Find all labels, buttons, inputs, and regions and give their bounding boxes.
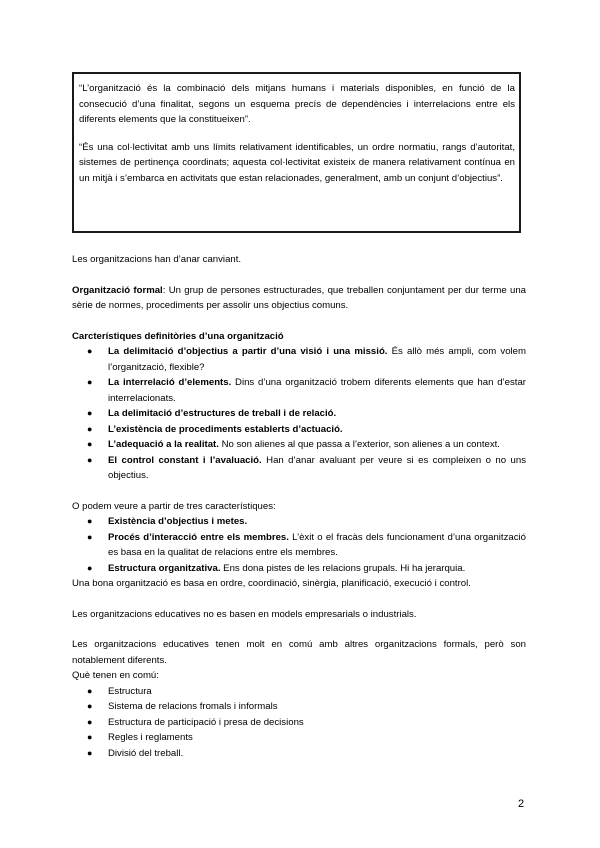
bullet-icon: ●: [87, 531, 93, 542]
list-item: ● Procés d’interacció entre els membres. L’èxit o el fracàs dels funcionament d’una organització es basa en la qualitat de relacions entre els membres.: [87, 531, 526, 558]
quote-paragraph-2: “És una col·lectivitat amb uns límits relativament identificables, un ordre normatiu, rangs d’autoritat, sistemes de pertinença coordinats; aquesta col·lectivitat existeix de manera relativament contínua en un mitjà i s’embarca en activitats que estan relacionades, generalment, amb un conjunt d’objectius”.: [79, 141, 515, 184]
common-paragraph: Les organitzacions educatives tenen molt en comú amb altres organitzacions formals, però son notablement diferents.: [72, 639, 526, 666]
good-organization-sentence: Una bona organització es basa en ordre, coordinació, sinèrgia, planificació, execució i control.: [72, 578, 471, 589]
list-item: ● Existència d’objectius i metes.: [72, 514, 526, 530]
common-list: [72, 684, 526, 762]
list-item: ● La delimitació d’estructures de treball i de relació.: [72, 406, 526, 422]
list-item: ● La delimitació d’objectius a partir d’una visió i una missió. És allò més ampli, com volem l’organització, flexible?: [87, 346, 526, 373]
three-features-intro: O podem veure a partir de tres característiques:: [72, 500, 276, 512]
list-item: ● L’adequació a la realitat. No son alienes al que passa a l’exterior, son alienes a un context.: [72, 437, 526, 453]
educational-paragraph: Les organitzacions educatives no es basen en models empresarials o industrials.: [72, 608, 417, 620]
bullet-icon: ●: [87, 439, 93, 449]
bullet-icon: ●: [87, 454, 93, 465]
list-item: ● Divisió del treball.: [72, 746, 526, 762]
formal-definition: [72, 283, 526, 314]
bullet-icon: ●: [87, 732, 93, 742]
page-number: 2: [518, 798, 525, 810]
bullet-icon: ●: [87, 516, 93, 526]
list-item: ● Estructura de participació i presa de decisions: [72, 715, 526, 731]
bullet-icon: ●: [87, 408, 93, 418]
bullet-icon: ●: [87, 701, 93, 711]
common-question: Què tenen en comú:: [72, 670, 159, 681]
list-item: ● L’existència de procediments establerts d’actuació.: [72, 422, 526, 438]
bullet-icon: ●: [87, 747, 93, 758]
bullet-icon: ●: [87, 685, 93, 696]
features-list: [72, 344, 526, 484]
body-text: [72, 252, 526, 761]
quote-paragraph-1: “L’organització és la combinació dels mitjans humans i materials disponibles, en funció de la consecució d’una finalitat, segons un esquema precís de dependències i interrelacions entre els diferents elements que la constitueixen”.: [79, 83, 515, 125]
list-item: ● Estructura: [72, 684, 526, 700]
bullet-icon: ●: [87, 562, 93, 573]
list-item: ● Sistema de relacions fromals i informals: [72, 699, 526, 715]
features-heading: Carcterístiques definitòries d’una organització: [72, 330, 284, 342]
list-item: ● Regles i reglaments: [72, 730, 526, 746]
three-features-list: [72, 514, 526, 576]
bullet-icon: ●: [87, 716, 93, 727]
intro-paragraph: Les organitzacions han d’anar canviant.: [72, 254, 242, 265]
formal-term: Organització formal: [72, 284, 163, 296]
list-item: ● El control constant i l’avaluació. Han d’anar avaluant per veure si es compleixen o no uns objectius.: [87, 454, 526, 481]
definition-quote-box: [72, 72, 521, 233]
bullet-icon: ●: [87, 377, 93, 387]
formal-definition-text: : Un grup de persones estructurades, que treballen conjuntament per dur terme una sèrie de normes, procediments per assolir uns objectius comuns.: [72, 284, 527, 311]
bullet-icon: ●: [87, 346, 93, 356]
bullet-icon: ●: [87, 423, 93, 434]
list-item: ● La interrelació d’elements. Dins d’una organització trobem diferents elements que han d’estar interrelacionats.: [87, 377, 526, 404]
list-item: ● Estructura organitzativa. Ens dona pistes de les relacions grupals. Hi ha jerarquia.: [72, 561, 526, 577]
